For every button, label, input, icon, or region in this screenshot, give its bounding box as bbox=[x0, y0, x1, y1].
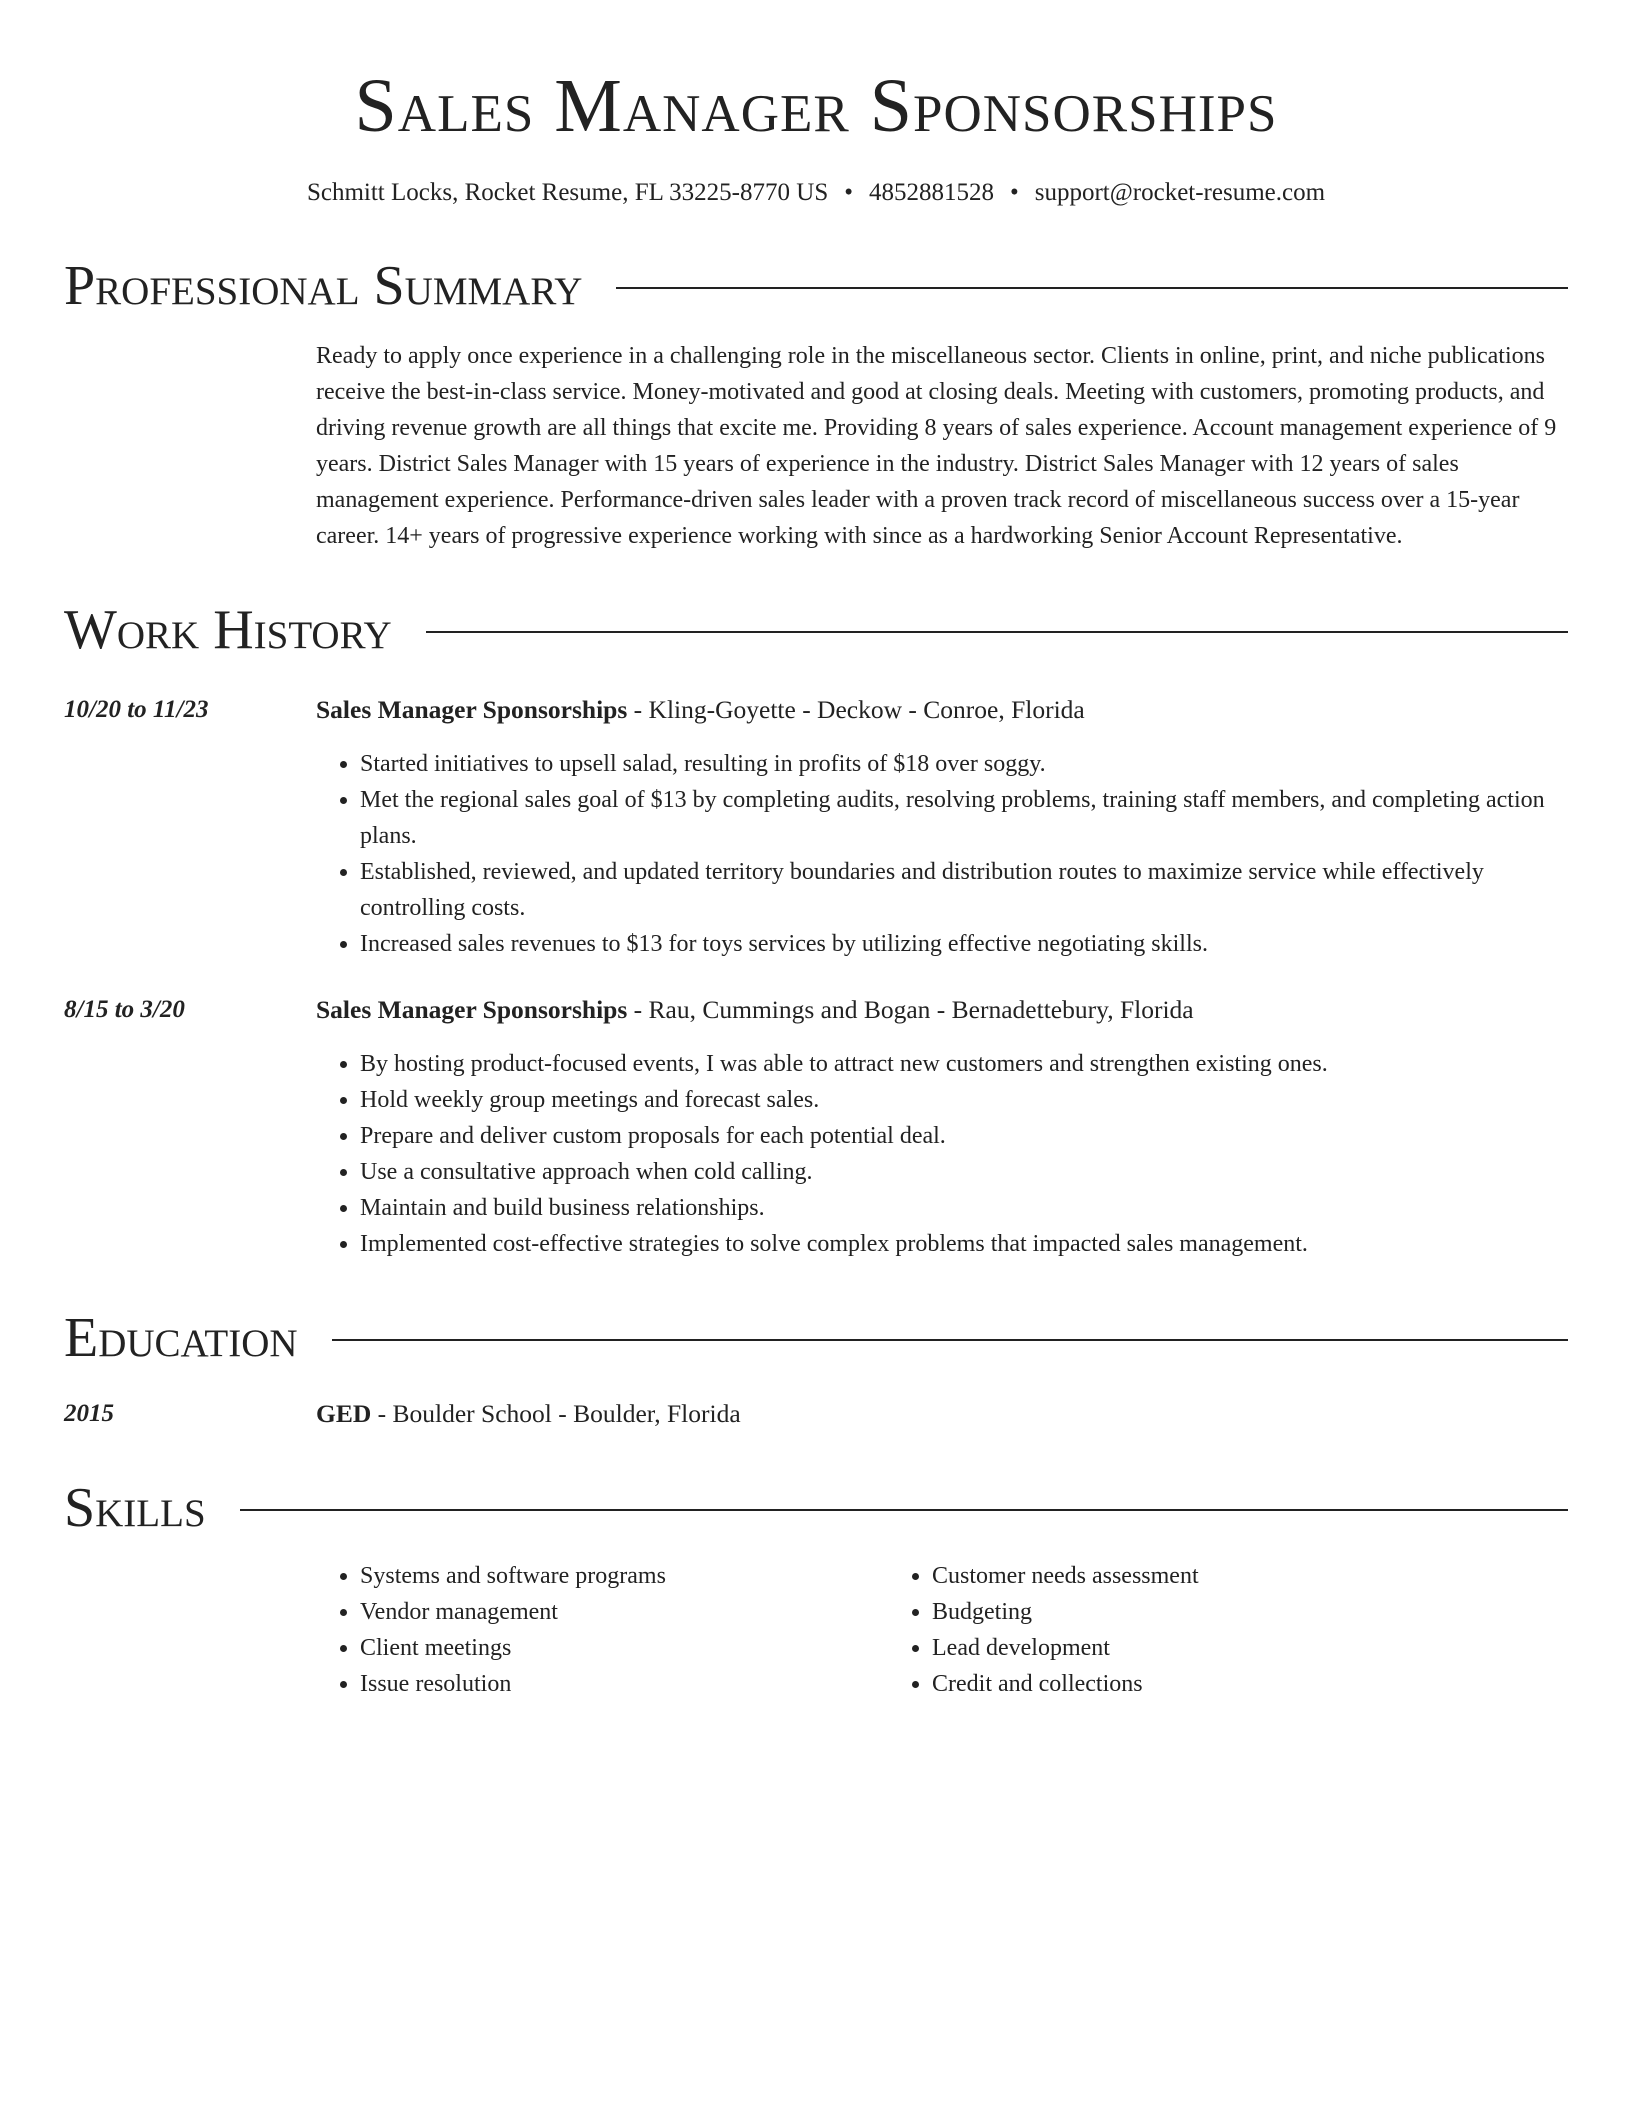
job-title-line bbox=[316, 992, 1568, 1028]
section-divider bbox=[332, 1339, 1568, 1341]
section-divider bbox=[426, 631, 1568, 633]
job-bullet: • Hold weekly group meetings and forecast sales. bbox=[360, 1082, 1568, 1118]
section-divider bbox=[240, 1509, 1568, 1511]
skills-row bbox=[64, 1558, 1568, 1702]
work-section-header bbox=[64, 598, 1568, 662]
contact-separator: • bbox=[1009, 179, 1019, 206]
skill-item: • Customer needs assessment bbox=[932, 1558, 1460, 1594]
skill-item: • Budgeting bbox=[932, 1594, 1460, 1630]
job-bullet: • By hosting product-focused events, I was able to attract new customers and strengthen existing ones. bbox=[360, 1046, 1568, 1082]
skills-columns bbox=[316, 1558, 1568, 1702]
education-year: 2015 bbox=[64, 1400, 114, 1427]
job-company-location: - Rau, Cummings and Bogan - Bernadettebury, Florida bbox=[627, 995, 1194, 1024]
contact-line bbox=[64, 176, 1568, 210]
skill-item: • Credit and collections bbox=[932, 1666, 1460, 1702]
candidate-name: Sales Manager Sponsorships bbox=[354, 64, 1278, 148]
skill-item: • Lead development bbox=[932, 1630, 1460, 1666]
section-divider bbox=[616, 287, 1568, 289]
skill-item: • Systems and software programs bbox=[360, 1558, 888, 1594]
skill-item: • Vendor management bbox=[360, 1594, 888, 1630]
education-school-location: - Boulder School - Boulder, Florida bbox=[371, 1399, 741, 1428]
job-bullet: • Maintain and build business relationships. bbox=[360, 1190, 1568, 1226]
education-entry bbox=[64, 1396, 1568, 1432]
job-bullet: • Established, reviewed, and updated territory boundaries and distribution routes to maximize service while effectively controlling costs. bbox=[360, 854, 1568, 926]
job-role: Sales Manager Sponsorships bbox=[316, 695, 628, 724]
education-section-header bbox=[64, 1306, 1568, 1370]
skill-item: • Issue resolution bbox=[360, 1666, 888, 1702]
skill-item: • Client meetings bbox=[360, 1630, 888, 1666]
skills-list-right bbox=[888, 1558, 1460, 1702]
job-bullet: • Implemented cost-effective strategies to solve complex problems that impacted sales management. bbox=[360, 1226, 1568, 1262]
job-bullet: • Increased sales revenues to $13 for toys services by utilizing effective negotiating skills. bbox=[360, 926, 1568, 962]
skills-list-left bbox=[316, 1558, 888, 1702]
job-role: Sales Manager Sponsorships bbox=[316, 995, 628, 1024]
summary-row bbox=[64, 338, 1568, 554]
skills-section-header bbox=[64, 1476, 1568, 1540]
summary-left-spacer bbox=[64, 338, 316, 554]
job-bullet: • Started initiatives to upsell salad, resulting in profits of $18 over soggy. bbox=[360, 746, 1568, 782]
contact-email: support@rocket-resume.com bbox=[1034, 179, 1326, 206]
summary-text: Ready to apply once experience in a challenging role in the miscellaneous sector. Clients in online, print, and niche publications receive the best-in-class service. Money-motivated and good at closing deals. Meeting with customers, promoting products, and driving revenue growth are all things that excite me. Providing 8 years of sales experience. Account management experience of 9 years. District Sales Manager with 15 years of experience in the industry. District Sales Manager with 12 years of sales management experience. Performance-driven sales leader with a proven track record of miscellaneous success over a 15-year career. 14+ years of progressive experience working with since as a hardworking Senior Account Representative. bbox=[316, 343, 1557, 549]
work-section-title: Work History bbox=[64, 599, 392, 661]
education-line bbox=[316, 1396, 1568, 1432]
job-entry bbox=[64, 992, 1568, 1262]
contact-address: Schmitt Locks, Rocket Resume, FL 33225-8770 US bbox=[306, 179, 829, 206]
contact-separator: • bbox=[844, 179, 853, 206]
job-bullet: • Met the regional sales goal of $13 by completing audits, resolving problems, training staff members, and completing action plans. bbox=[360, 782, 1568, 854]
job-entry bbox=[64, 692, 1568, 962]
job-bullet: • Prepare and deliver custom proposals for each potential deal. bbox=[360, 1118, 1568, 1154]
job-dates: 10/20 to 11/23 bbox=[64, 696, 209, 723]
job-dates: 8/15 to 3/20 bbox=[64, 996, 185, 1023]
job-bullet-list bbox=[316, 1046, 1568, 1262]
job-bullet: • Use a consultative approach when cold calling. bbox=[360, 1154, 1568, 1190]
skills-section-title: Skills bbox=[64, 1477, 206, 1539]
education-section-title: Education bbox=[64, 1307, 298, 1369]
job-bullet-list bbox=[316, 746, 1568, 962]
summary-section-title: Professional Summary bbox=[64, 255, 583, 317]
contact-phone: 4852881528 bbox=[868, 179, 994, 206]
job-content bbox=[316, 992, 1568, 1262]
job-company-location: - Kling-Goyette - Deckow - Conroe, Florida bbox=[627, 695, 1085, 724]
job-content bbox=[316, 692, 1568, 962]
education-degree: GED bbox=[316, 1399, 372, 1428]
job-title-line bbox=[316, 692, 1568, 728]
summary-section-header bbox=[64, 254, 1568, 318]
skills-left-spacer bbox=[64, 1558, 316, 1702]
